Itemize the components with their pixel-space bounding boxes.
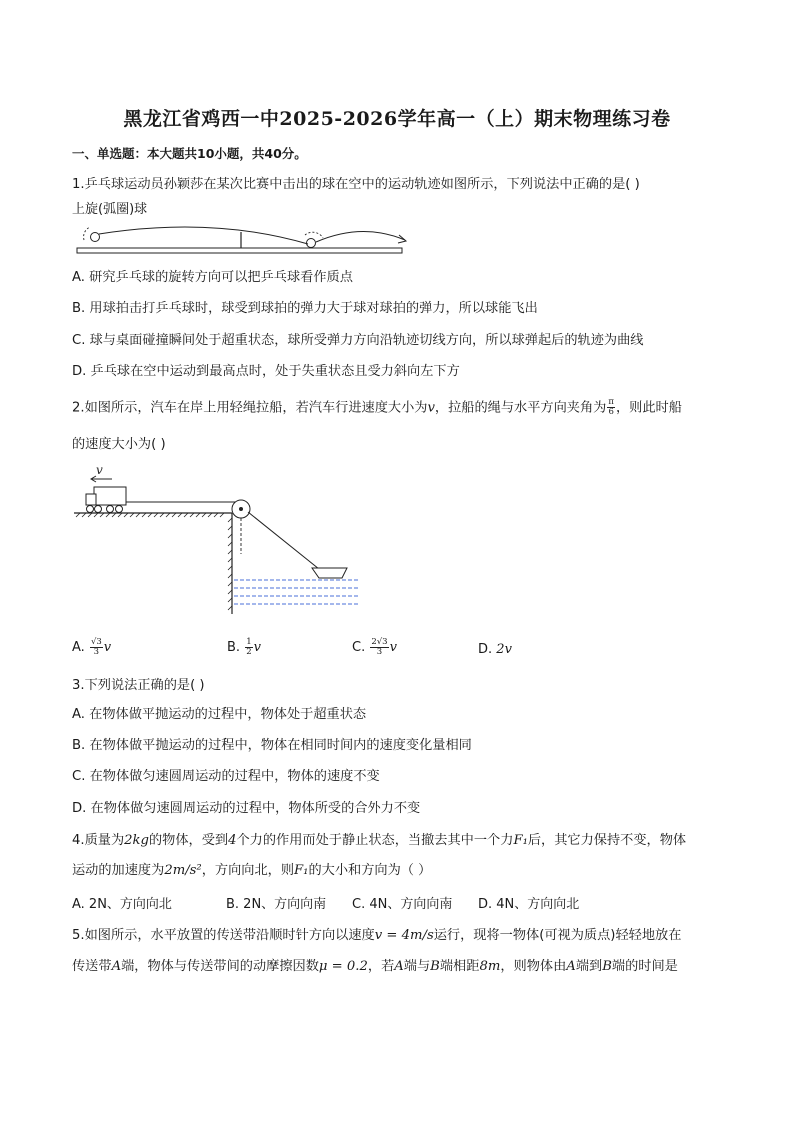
q2-option-c: C. $\frac{2√3}{3}$ v <box>352 637 397 657</box>
q3-option-c: C. 在物体做匀速圆周运动的过程中，物体的速度不变 <box>72 769 380 784</box>
q3-option-a: A. 在物体做平抛运动的过程中，物体处于超重状态 <box>72 707 367 722</box>
question-4-stem: 4.质量为2kg的物体，受到4个力的作用而处于静止状态，当撤去其中一个力F₁后，其它力保持不变，物体 <box>72 833 687 848</box>
ping-pong-trajectory-figure <box>72 220 412 260</box>
car-boat-pulley-figure <box>72 462 372 618</box>
q4-option-d: D. 4N、方向向北 <box>478 897 580 912</box>
section-heading: 一、单选题：本大题共10小题，共40分。 <box>72 146 307 161</box>
question-3-stem: 3.下列说法正确的是( ) <box>72 678 205 693</box>
q2-option-d: D. 2v <box>478 642 512 657</box>
angle-fraction: $\frac{\pi}{6}$ <box>608 397 614 417</box>
q2-option-b: B. $\frac{1}{2}$ v <box>227 637 261 657</box>
question-2-stem-line2: 的速度大小为( ) <box>72 437 166 452</box>
q1-figure-label: 上旋(弧圈)球 <box>72 202 148 217</box>
q1-option-d: D. 乒乓球在空中运动到最高点时，处于失重状态且受力斜向左下方 <box>72 364 460 379</box>
question-5-stem: 5.如图所示，水平放置的传送带沿顺时针方向以速度v = 4m/s运行，现将一物体(可视为质点)轻轻地放在 <box>72 928 682 943</box>
question-2-stem: 2.如图所示，汽车在岸上用轻绳拉船，若汽车行进速度大小为v，拉船的绳与水平方向夹角为 $\frac{\pi}{6}$ ，则此时船 <box>72 397 682 417</box>
q1-option-c: C. 球与桌面碰撞瞬间处于超重状态，球所受弹力方向沿轨迹切线方向，所以球弹起后的轨迹为曲线 <box>72 333 644 348</box>
question-5-stem-line2: 传送带A端，物体与传送带间的动摩擦因数μ = 0.2，若A端与B端相距8m，则物体由A端到B端的时间是 <box>72 959 678 974</box>
question-1-stem: 1.乒乓球运动员孙颖莎在某次比赛中击出的球在空中的运动轨迹如图所示，下列说法中正确的是( ) <box>72 177 640 192</box>
q2-option-a: A. $\frac{√3}{3}$ v <box>72 637 112 657</box>
q1-option-a: A. 研究乒乓球的旋转方向可以把乒乓球看作质点 <box>72 270 353 285</box>
q3-option-b: B. 在物体做平抛运动的过程中，物体在相同时间内的速度变化量相同 <box>72 738 472 753</box>
q4-option-a: A. 2N、方向向北 <box>72 897 172 912</box>
question-4-stem-line2: 运动的加速度为2m/s²，方向向北，则F₁的大小和方向为（ ） <box>72 863 432 878</box>
q3-option-d: D. 在物体做匀速圆周运动的过程中，物体所受的合外力不变 <box>72 801 421 816</box>
q4-option-b: B. 2N、方向向南 <box>226 897 327 912</box>
velocity-label: v <box>96 463 103 477</box>
q4-option-c: C. 4N、方向向南 <box>352 897 453 912</box>
page-title: 黑龙江省鸡西一中2025-2026学年高一（上）期末物理练习卷 <box>123 108 671 130</box>
q1-option-b: B. 用球拍击打乒乓球时，球受到球拍的弹力大于球对球拍的弹力，所以球能飞出 <box>72 301 538 316</box>
